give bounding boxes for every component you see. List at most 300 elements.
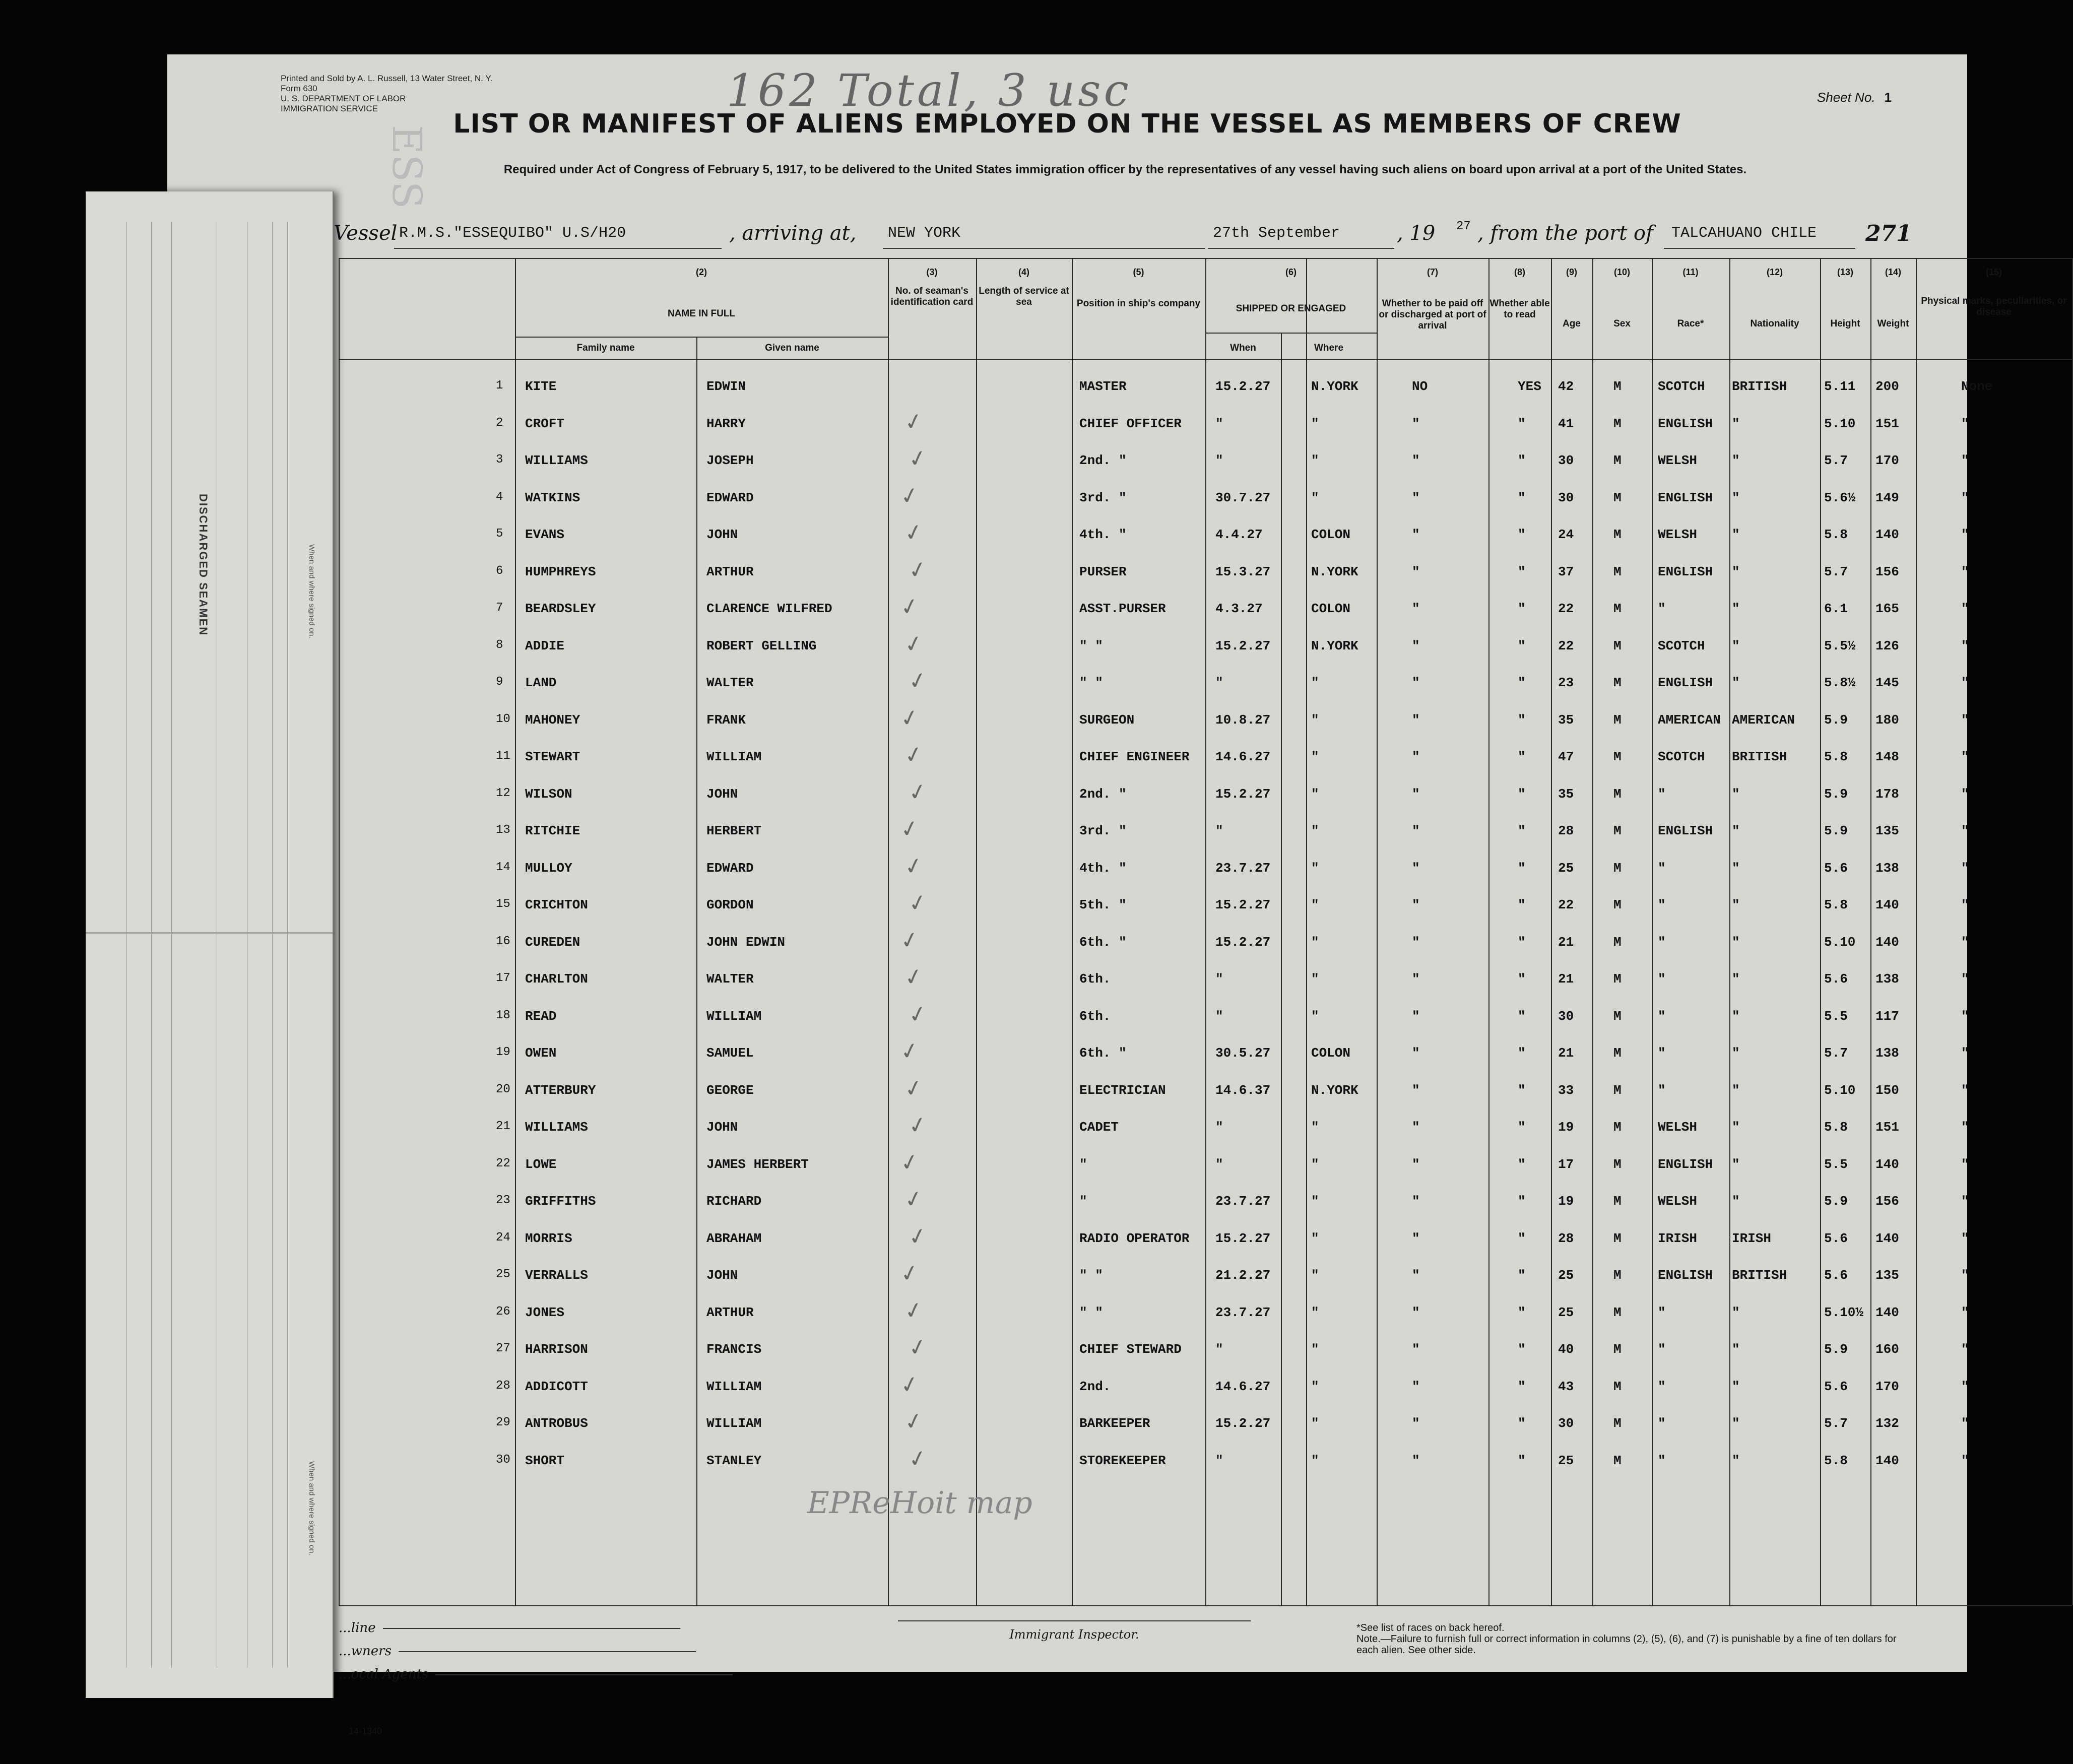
cell-family: ADDIE (525, 638, 565, 654)
cell-race: ENGLISH (1658, 564, 1713, 579)
flap-ruling (272, 222, 273, 1668)
cell-sex: M (1613, 1379, 1622, 1394)
cell-marks: " (1961, 1304, 1969, 1320)
cell-weight: 156 (1875, 1194, 1899, 1209)
column-header-c5: Position in ship's company (1076, 298, 1201, 309)
cell-where: N.YORK (1311, 379, 1358, 394)
cell-nat: " (1732, 527, 1740, 542)
cell-where: " (1311, 1230, 1319, 1246)
column-divider (515, 258, 516, 1605)
cell-given: JOSEPH (706, 453, 754, 468)
check-mark: ✓ (898, 815, 922, 843)
cell-nat: " (1732, 971, 1740, 987)
check-mark: ✓ (902, 1185, 926, 1214)
cell-race: " (1658, 1416, 1666, 1431)
cell-read: " (1518, 675, 1526, 690)
column-divider (1729, 258, 1730, 1605)
cell-given: JOHN EDWIN (706, 934, 786, 950)
cell-age: 25 (1558, 860, 1574, 876)
column-header-c11-num: (11) (1682, 267, 1699, 277)
cell-read: " (1518, 1046, 1526, 1061)
cell-sex: M (1613, 490, 1622, 505)
cell-marks: " (1961, 934, 1969, 950)
cell-when: 15.2.27 (1215, 934, 1271, 950)
cell-weight: 151 (1875, 416, 1899, 431)
cell-sex: M (1613, 379, 1622, 394)
cell-sex: M (1613, 860, 1622, 876)
cell-paid: " (1412, 1082, 1420, 1098)
cell-read: " (1518, 823, 1526, 838)
check-mark: ✓ (898, 482, 922, 510)
cell-sex: M (1613, 1416, 1622, 1431)
cell-nat: AMERICAN (1732, 712, 1795, 728)
cell-nat: " (1732, 1120, 1740, 1135)
page-subtitle: Required under Act of Congress of February 5, 1917, to be delivered to the United States immigration officer by the representatives of any vessel having such aliens on board upon arrival at a port of the United States. (503, 163, 1747, 176)
check-mark: ✓ (898, 926, 922, 954)
column-header-c12: Nationality (1750, 318, 1799, 329)
cell-weight: 200 (1875, 379, 1899, 394)
cell-where: " (1311, 416, 1319, 431)
row-number: 27 (496, 1342, 510, 1355)
column-header-c2-num: (2) (696, 267, 707, 277)
cell-position: CHIEF ENGINEER (1079, 749, 1190, 764)
cell-nat: " (1732, 601, 1740, 616)
cell-given: JOHN (706, 786, 738, 802)
row-number: 3 (496, 453, 503, 467)
cell-height: 5.8 (1824, 527, 1848, 542)
cell-family: MORRIS (525, 1230, 572, 1246)
cell-given: JOHN (706, 1120, 738, 1135)
cell-race: " (1658, 1379, 1666, 1394)
cell-where: " (1311, 490, 1319, 505)
imprint-line: IMMIGRATION SERVICE (281, 104, 378, 113)
vessel-line (334, 222, 1921, 249)
cell-read: " (1518, 749, 1526, 764)
check-mark: ✓ (906, 1333, 930, 1362)
cell-position: 2nd. " (1079, 786, 1127, 802)
cell-weight: 148 (1875, 749, 1899, 764)
cell-age: 22 (1558, 897, 1574, 912)
cell-paid: " (1412, 490, 1420, 505)
cell-weight: 138 (1875, 971, 1899, 987)
cell-nat: " (1732, 1379, 1740, 1394)
cell-read: " (1518, 1453, 1526, 1468)
row-number: 19 (496, 1046, 510, 1059)
cell-given: EDWARD (706, 860, 754, 876)
cell-position: CHIEF STEWARD (1079, 1342, 1182, 1357)
cell-read: " (1518, 1156, 1526, 1172)
cell-read: " (1518, 860, 1526, 876)
check-mark: ✓ (902, 1296, 926, 1325)
column-header-c7-num: (7) (1427, 267, 1438, 277)
cell-race: ENGLISH (1658, 823, 1713, 838)
cell-paid: " (1412, 1342, 1420, 1357)
cell-sex: M (1613, 749, 1622, 764)
shipped-split (1281, 333, 1282, 1605)
imprint-line: Printed and Sold by A. L. Russell, 13 Water Street, N. Y. (281, 74, 493, 83)
column-divider (1652, 258, 1653, 1605)
cell-weight: 138 (1875, 860, 1899, 876)
cell-when: 30.7.27 (1215, 490, 1271, 505)
cell-race: " (1658, 1453, 1666, 1468)
handwritten-total-note: 162 Total, 3 usc (727, 64, 1132, 116)
cell-race: SCOTCH (1658, 638, 1705, 654)
cell-weight: 165 (1875, 601, 1899, 616)
cell-marks: " (1961, 1230, 1969, 1246)
row-number: 24 (496, 1230, 510, 1245)
cell-marks: " (1961, 675, 1969, 690)
cell-sex: M (1613, 564, 1622, 579)
cell-position: PURSER (1079, 564, 1127, 579)
cell-age: 40 (1558, 1342, 1574, 1357)
cell-marks: " (1961, 1046, 1969, 1061)
cell-when: 15.2.27 (1215, 1230, 1271, 1246)
cell-sex: M (1613, 897, 1622, 912)
cell-read: " (1518, 527, 1526, 542)
form-code: 14-1340 (349, 1726, 382, 1736)
column-divider (1377, 258, 1378, 1605)
arriving-rule (883, 248, 1205, 249)
cell-family: KITE (525, 379, 557, 394)
cell-when: 14.6.27 (1215, 1379, 1271, 1394)
cell-weight: 178 (1875, 786, 1899, 802)
cell-height: 5.5½ (1824, 638, 1856, 654)
cell-sex: M (1613, 1304, 1622, 1320)
check-mark: ✓ (906, 444, 930, 473)
cell-nat: " (1732, 897, 1740, 912)
cell-position: ELECTRICIAN (1079, 1082, 1166, 1098)
cell-position: " " (1079, 1304, 1103, 1320)
header-bottom-rule (339, 359, 2072, 360)
column-header-when: When (1230, 343, 1256, 353)
cell-marks: " (1961, 1120, 1969, 1135)
cell-marks: " (1961, 749, 1969, 764)
check-mark: ✓ (898, 704, 922, 732)
rule (435, 1674, 733, 1675)
cell-when: 23.7.27 (1215, 1304, 1271, 1320)
printer-imprint (281, 74, 623, 114)
cell-where: COLON (1311, 527, 1351, 542)
row-number: 22 (496, 1156, 510, 1170)
cell-read: " (1518, 564, 1526, 579)
inspector-signature (898, 1620, 1251, 1642)
rule (399, 1651, 696, 1652)
cell-sex: M (1613, 416, 1622, 431)
row-number: 29 (496, 1416, 510, 1429)
cell-where: " (1311, 1194, 1319, 1209)
check-mark: ✓ (902, 1074, 926, 1102)
port-rule (1664, 248, 1855, 249)
cell-paid: " (1412, 675, 1420, 690)
cell-height: 5.8 (1824, 749, 1848, 764)
sheet-number-label: Sheet No. (1817, 90, 1875, 105)
cell-when: 21.2.27 (1215, 1268, 1271, 1283)
cell-where: N.YORK (1311, 638, 1358, 654)
cell-weight: 150 (1875, 1082, 1899, 1098)
cell-nat: BRITISH (1732, 1268, 1787, 1283)
cell-where: " (1311, 971, 1319, 987)
cell-marks: " (1961, 1342, 1969, 1357)
owners-label: ...wners (339, 1644, 392, 1659)
cell-given: SAMUEL (706, 1046, 754, 1061)
cell-age: 17 (1558, 1156, 1574, 1172)
imprint-line: Form 630 (281, 84, 317, 93)
check-mark: ✓ (906, 778, 930, 806)
column-header-c9: Age (1563, 318, 1581, 329)
name-subheader-rule (515, 337, 888, 338)
cell-sex: M (1613, 1046, 1622, 1061)
check-mark: ✓ (906, 1111, 930, 1140)
column-header-c14: Weight (1877, 318, 1909, 329)
cell-age: 19 (1558, 1120, 1574, 1135)
cell-marks: " (1961, 712, 1969, 728)
column-header-c10: Sex (1613, 318, 1631, 329)
cell-height: 5.7 (1824, 453, 1848, 468)
column-header-c15: Physical marks, peculiarities, or disease (1921, 296, 2067, 317)
cell-age: 30 (1558, 453, 1574, 468)
cell-where: " (1311, 1416, 1319, 1431)
cell-family: JONES (525, 1304, 565, 1320)
cell-height: 5.7 (1824, 564, 1848, 579)
cell-height: 5.10 (1824, 934, 1856, 950)
cell-sex: M (1613, 675, 1622, 690)
cell-weight: 149 (1875, 490, 1899, 505)
cell-family: READ (525, 1008, 557, 1024)
cell-paid: " (1412, 712, 1420, 728)
column-header-c6: SHIPPED OR ENGAGED (1236, 303, 1346, 314)
cell-position: 2nd. (1079, 1379, 1111, 1394)
cell-height: 5.9 (1824, 1342, 1848, 1357)
cell-age: 37 (1558, 564, 1574, 579)
cell-age: 25 (1558, 1268, 1574, 1283)
column-divider (1870, 258, 1871, 1605)
cell-when: " (1215, 971, 1223, 987)
cell-family: OWEN (525, 1046, 557, 1061)
cell-when: 10.8.27 (1215, 712, 1271, 728)
cell-where: " (1311, 934, 1319, 950)
cell-marks: " (1961, 490, 1969, 505)
column-header-c11: Race* (1677, 318, 1704, 329)
cell-weight: 140 (1875, 1156, 1899, 1172)
cell-height: 5.6 (1824, 1379, 1848, 1394)
cell-age: 47 (1558, 749, 1574, 764)
cell-marks: " (1961, 638, 1969, 654)
cell-height: 5.8 (1824, 1453, 1848, 1468)
cell-paid: " (1412, 1230, 1420, 1246)
cell-height: 5.10 (1824, 1082, 1856, 1098)
manifest-sheet (167, 54, 2067, 1736)
cell-given: HERBERT (706, 823, 762, 838)
column-header-c12-num: (12) (1766, 267, 1783, 277)
cell-paid: " (1412, 971, 1420, 987)
cell-age: 28 (1558, 823, 1574, 838)
cell-race: " (1658, 897, 1666, 912)
row-number: 6 (496, 564, 503, 578)
cell-where: " (1311, 1120, 1319, 1135)
check-mark: ✓ (906, 1000, 930, 1028)
cell-when: " (1215, 823, 1223, 838)
cell-paid: " (1412, 1416, 1420, 1431)
row-number: 5 (496, 527, 503, 541)
cell-weight: 180 (1875, 712, 1899, 728)
cell-given: ROBERT GELLING (706, 638, 817, 654)
cell-marks: " (1961, 601, 1969, 616)
cell-nat: " (1732, 1156, 1740, 1172)
agents-label: ...ocal Agents (339, 1667, 429, 1682)
cell-weight: 145 (1875, 675, 1899, 690)
cell-paid: " (1412, 564, 1420, 579)
signature-lines (339, 1620, 733, 1690)
cell-paid: " (1412, 1304, 1420, 1320)
cell-weight: 138 (1875, 1046, 1899, 1061)
cell-position: 4th. " (1079, 527, 1127, 542)
cell-weight: 135 (1875, 1268, 1899, 1283)
column-divider (1916, 258, 1917, 1605)
cell-family: WILLIAMS (525, 1120, 588, 1135)
cell-when: 23.7.27 (1215, 1194, 1271, 1209)
flap-vertical-note: When and where signed on. (307, 544, 316, 638)
column-header-c7: Whether to be paid off or discharged at port of arrival (1379, 298, 1486, 331)
cell-position: 5th. " (1079, 897, 1127, 912)
cell-when: " (1215, 453, 1223, 468)
cell-given: JOHN (706, 1268, 738, 1283)
column-header-c5-num: (5) (1133, 267, 1144, 277)
cell-family: MULLOY (525, 860, 572, 876)
cell-weight: 140 (1875, 1230, 1899, 1246)
cell-nat: " (1732, 416, 1740, 431)
cell-family: EVANS (525, 527, 565, 542)
cell-where: " (1311, 453, 1319, 468)
cell-age: 24 (1558, 527, 1574, 542)
cell-race: " (1658, 1082, 1666, 1098)
cell-race: WELSH (1658, 1120, 1698, 1135)
column-header-c13-num: (13) (1837, 267, 1853, 277)
cell-nat: " (1732, 1453, 1740, 1468)
column-header-family-name: Family name (576, 343, 635, 353)
cell-read: " (1518, 934, 1526, 950)
cell-sex: M (1613, 1008, 1622, 1024)
cell-height: 5.6 (1824, 1268, 1848, 1283)
cell-position: 3rd. " (1079, 490, 1127, 505)
cell-weight: 140 (1875, 897, 1899, 912)
master-signature-line (339, 1620, 733, 1644)
cell-when: 15.2.27 (1215, 1416, 1271, 1431)
cell-age: 43 (1558, 1379, 1574, 1394)
cell-family: RITCHIE (525, 823, 580, 838)
cell-position: " (1079, 1156, 1087, 1172)
vessel-name: R.M.S."ESSEQUIBO" U.S/H20 (399, 225, 626, 242)
cell-position: 6th. (1079, 1008, 1111, 1024)
cell-when: 15.2.27 (1215, 638, 1271, 654)
cell-height: 5.5 (1824, 1156, 1848, 1172)
cell-position: CADET (1079, 1120, 1119, 1135)
check-mark: ✓ (898, 1370, 922, 1399)
cell-race: " (1658, 1342, 1666, 1357)
cell-position: STOREKEEPER (1079, 1453, 1166, 1468)
cell-where: COLON (1311, 601, 1351, 616)
cell-age: 28 (1558, 1230, 1574, 1246)
row-number: 21 (496, 1120, 510, 1133)
check-mark: ✓ (906, 667, 930, 695)
cell-height: 5.6 (1824, 971, 1848, 987)
cell-position: " (1079, 1194, 1087, 1209)
cell-height: 5.7 (1824, 1416, 1848, 1431)
cell-given: WILLIAM (706, 1008, 762, 1024)
row-number: 30 (496, 1453, 510, 1467)
cell-sex: M (1613, 786, 1622, 802)
inspector-label: Immigrant Inspector. (1009, 1627, 1139, 1642)
cell-given: FRANK (706, 712, 746, 728)
cell-when: " (1215, 416, 1223, 431)
cell-height: 5.6 (1824, 1230, 1848, 1246)
cell-position: 6th. " (1079, 934, 1127, 950)
cell-age: 35 (1558, 712, 1574, 728)
cell-race: ENGLISH (1658, 675, 1713, 690)
cell-paid: " (1412, 786, 1420, 802)
flap-fold (86, 932, 333, 934)
column-divider (1072, 258, 1073, 1605)
cell-height: 5.9 (1824, 1194, 1848, 1209)
cell-age: 21 (1558, 934, 1574, 950)
cell-nat: " (1732, 564, 1740, 579)
cell-read: " (1518, 712, 1526, 728)
check-mark: ✓ (902, 963, 926, 992)
cell-marks: " (1961, 564, 1969, 579)
cell-nat: BRITISH (1732, 379, 1787, 394)
cell-marks: " (1961, 971, 1969, 987)
cell-paid: " (1412, 416, 1420, 431)
cell-sex: M (1613, 1082, 1622, 1098)
cell-position: 3rd. " (1079, 823, 1127, 838)
cell-where: " (1311, 1379, 1319, 1394)
cell-read: " (1518, 1008, 1526, 1024)
cell-nat: " (1732, 1194, 1740, 1209)
cell-marks: None (1961, 379, 1993, 394)
penalty-note: Note.—Failure to furnish full or correct information in columns (2), (5), (6), and (7) is punishable by a fine of ten dollars for each alien. See other side. (1356, 1634, 1897, 1656)
row-number: 2 (496, 416, 503, 430)
row-number: 7 (496, 601, 503, 615)
cell-marks: " (1961, 1008, 1969, 1024)
cell-given: WALTER (706, 675, 754, 690)
cell-race: ENGLISH (1658, 490, 1713, 505)
row-number: 18 (496, 1008, 510, 1022)
cell-race: WELSH (1658, 527, 1698, 542)
cell-height: 5.11 (1824, 379, 1856, 394)
cell-marks: " (1961, 416, 1969, 431)
cell-marks: " (1961, 1194, 1969, 1209)
cell-given: ABRAHAM (706, 1230, 762, 1246)
page-number: 271 (1865, 221, 1912, 246)
cell-height: 5.9 (1824, 823, 1848, 838)
cell-when: 14.6.27 (1215, 749, 1271, 764)
cell-read: " (1518, 786, 1526, 802)
cell-family: CROFT (525, 416, 565, 431)
cell-given: HARRY (706, 416, 746, 431)
cell-read: " (1518, 971, 1526, 987)
cell-when: " (1215, 1453, 1223, 1468)
cell-family: SHORT (525, 1453, 565, 1468)
cell-where: " (1311, 749, 1319, 764)
column-divider (888, 258, 889, 1605)
shipped-subheader-rule (1205, 333, 1377, 334)
cell-given: ARTHUR (706, 564, 754, 579)
cell-sex: M (1613, 1194, 1622, 1209)
cell-weight: 132 (1875, 1416, 1899, 1431)
column-divider (339, 258, 340, 1605)
cell-where: " (1311, 897, 1319, 912)
column-header-where: Where (1314, 343, 1344, 353)
crew-table (339, 258, 2067, 1605)
